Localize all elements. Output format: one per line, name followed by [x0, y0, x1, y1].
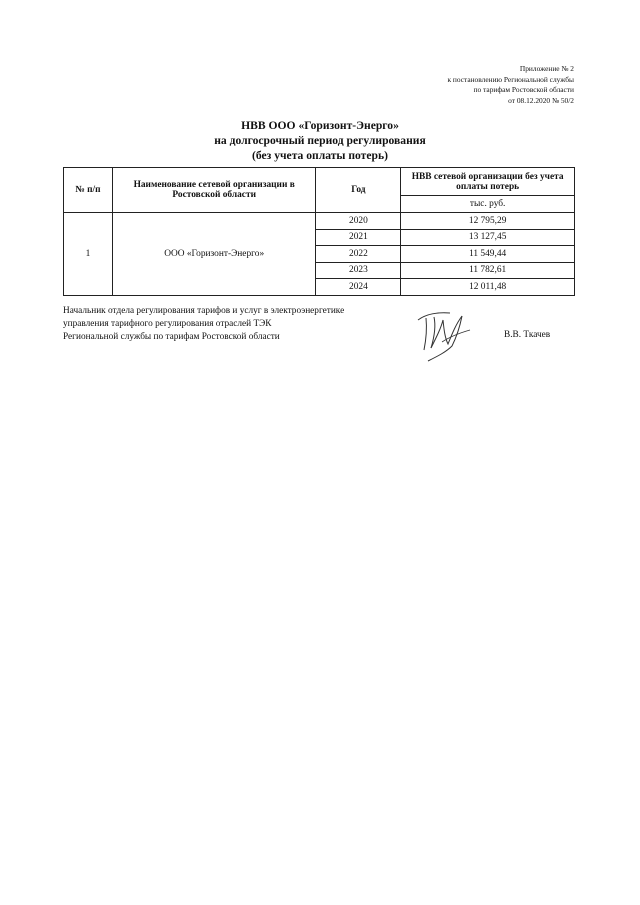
value-cell: 11 549,44: [401, 246, 575, 263]
header-unit: тыс. руб.: [401, 196, 575, 213]
appendix-line: от 08.12.2020 № 50/2: [508, 95, 574, 105]
value-cell: 11 782,61: [401, 262, 575, 279]
header-org-name: Наименование сетевой организации в Ростовской области: [112, 168, 316, 213]
header-year: Год: [316, 168, 401, 213]
position-line: Региональной службы по тарифам Ростовской области: [63, 331, 280, 342]
year-cell: 2020: [316, 213, 401, 230]
year-cell: 2023: [316, 262, 401, 279]
header-nvv: НВВ сетевой организации без учета оплаты потерь: [401, 168, 575, 196]
signatory-position: [63, 305, 393, 343]
year-cell: 2021: [316, 229, 401, 246]
title-line: (без учета оплаты потерь): [252, 149, 388, 162]
appendix-note: [334, 64, 574, 106]
header-num: № п/п: [64, 168, 113, 213]
value-cell: 12 011,48: [401, 279, 575, 296]
appendix-line: Приложение № 2: [519, 64, 574, 73]
table-header-row: [64, 168, 575, 196]
nvv-table: [63, 167, 575, 296]
org-name: ООО «Горизонт-Энерго»: [112, 213, 316, 296]
value-cell: 12 795,29: [401, 213, 575, 230]
year-cell: 2024: [316, 279, 401, 296]
year-cell: 2022: [316, 246, 401, 263]
handwritten-signature: [412, 306, 474, 362]
appendix-line: к постановлению Региональной службы: [447, 74, 574, 84]
position-line: управления тарифного регулирования отраслей ТЭК: [63, 318, 272, 329]
value-cell: 13 127,45: [401, 229, 575, 246]
title-line: НВВ ООО «Горизонт-Энерго»: [241, 119, 399, 132]
title-line: на долгосрочный период регулирования: [214, 134, 426, 147]
table-row: [64, 213, 575, 230]
document-title: [0, 118, 640, 163]
position-line: Начальник отдела регулирования тарифов и услуг в электроэнергетике: [63, 306, 345, 316]
appendix-line: по тарифам Ростовской области: [473, 85, 574, 94]
signer-name: В.В. Ткачев: [504, 330, 551, 340]
org-num: 1: [64, 213, 113, 296]
